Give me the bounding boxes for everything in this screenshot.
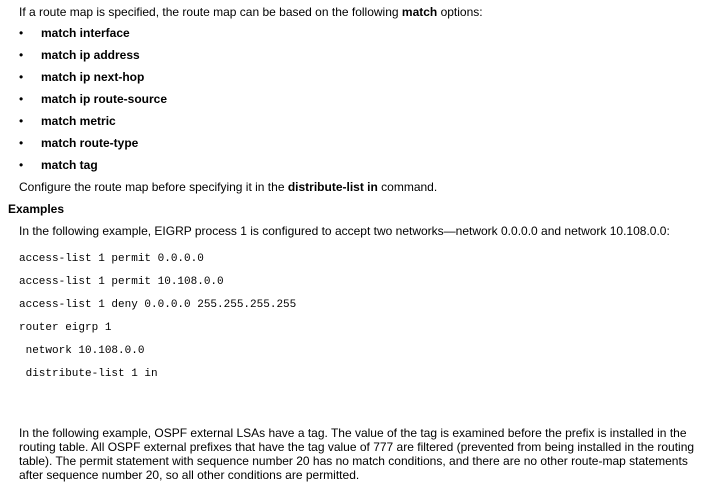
match-option-label: match ip route-source <box>41 92 168 106</box>
code-line: router eigrp 1 <box>19 322 112 334</box>
examples-heading: Examples <box>8 202 65 216</box>
bullet-icon: • <box>19 92 24 106</box>
bullet-icon: • <box>19 70 24 84</box>
match-option-label: match route-type <box>41 136 139 150</box>
bullet-icon: • <box>19 26 24 40</box>
bullet-icon: • <box>19 158 24 172</box>
match-option-label: match tag <box>41 158 98 172</box>
bullet-icon: • <box>19 48 24 62</box>
intro-text-after: options: <box>437 5 483 19</box>
match-option-label: match ip address <box>41 48 140 62</box>
intro-text <box>19 5 483 19</box>
bullet-icon: • <box>19 136 24 150</box>
example2-intro: In the following example, OSPF external LSAs have a tag. The value of the tag is examined before the prefix is installed in the routing table. All OSPF external prefixes that have the tag value of 777 are filtered (prevented from being installed in the routing table). The permit statement with sequence number 20 has no match conditions, and there are no other route-map statements after sequence number 20, so all other conditions are permitted. <box>19 426 695 482</box>
match-option-label: match metric <box>41 114 116 128</box>
code-line: access-list 1 permit 0.0.0.0 <box>19 253 204 265</box>
configure-note <box>19 180 437 194</box>
code-line: distribute-list 1 in <box>19 368 158 380</box>
intro-text-before: If a route map is specified, the route map can be based on the following <box>19 5 402 19</box>
configure-note-before: Configure the route map before specifying it in the <box>19 180 288 194</box>
code-line: access-list 1 deny 0.0.0.0 255.255.255.255 <box>19 299 297 311</box>
example1-intro: In the following example, EIGRP process 1 is configured to accept two networks—network 0.0.0.0 and network 10.108.0.0: <box>19 224 670 238</box>
code-line: access-list 1 permit 10.108.0.0 <box>19 276 224 288</box>
match-option-label: match ip next-hop <box>41 70 145 84</box>
bullet-icon: • <box>19 114 24 128</box>
match-option-label: match interface <box>41 26 130 40</box>
configure-note-after: command. <box>377 180 438 194</box>
code-line: network 10.108.0.0 <box>19 345 145 357</box>
configure-note-bold: distribute-list in <box>287 180 378 194</box>
intro-text-bold: match <box>401 5 438 19</box>
